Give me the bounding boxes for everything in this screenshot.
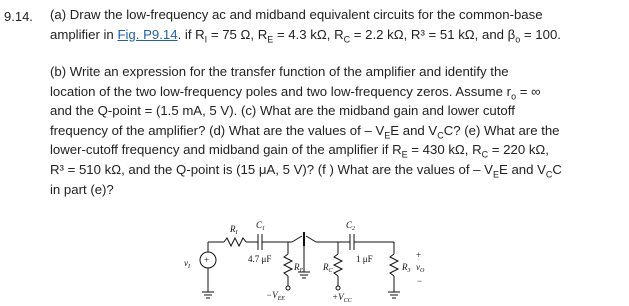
part-a-line-2: amplifier in Fig. P9.14. if $R_I = 75$ Ω, $R_E = 4.3$ kΩ, $R_C = 2.2$ kΩ, R³ = 51 kΩ, and $\beta_o = 100$. [50,26,561,45]
vo-minus-sign: − [417,276,423,286]
ri-label: $R_I$ [230,224,238,236]
re-label: $R_E$ [294,262,304,274]
resistor-rc [334,254,342,276]
resistor-re [284,254,292,276]
rc-label: $R_C$ [323,262,333,274]
c2-label: $C_2$ [346,220,356,232]
part-b-line-6: R³ = 510 kΩ, and the Q-point is (15 μA, 5 V)? (f ) What are the values of – $V_EE$ and $V_CC$ [50,161,562,180]
r3-label: $R_3$ [402,262,411,274]
part-a-paragraph [50,5,625,44]
vee-label: $-V_{EE}$ [266,290,285,302]
part-b-line-3: and the Q-point = (1.5 mA, 5 V). (c) What are the midband gain and lower cutoff [50,103,515,119]
c2-value: 1 μF [356,254,373,264]
c1-value: 4.7 μF [248,254,272,264]
part-a-line-1: (a) Draw the low-frequency ac and midband equivalent circuits for the common-base [50,7,543,22]
figure-link[interactable]: Fig. P9.14 [117,26,178,42]
vi-label: $v_I$ [184,258,190,270]
vo-plus-sign: + [416,250,422,260]
vcc-label: $+V_{CC}$ [332,292,352,304]
part-b-line-4: frequency of the amplifier? (d) What are the values of – $V_EE$ and $V_CC$? (e) What are the [50,122,560,141]
c1-label: $C_1$ [256,220,266,232]
problem-number: 9.14. [4,9,33,24]
part-b-line-7: in part (e)? [50,181,114,197]
part-b-paragraph [50,62,625,199]
part-b-line-5: lower-cutoff frequency and midband gain of the amplifier if $R_E = 430$ kΩ, $R_C = 220$ kΩ, [50,142,549,161]
part-b-line-1: (b) Write an expression for the transfer function of the amplifier and identify the [50,64,509,79]
source-plus-sign: + [204,255,210,265]
part-b-line-2: location of the two low-frequency poles and two low-frequency zeros. Assume $r_o$ = ∞ [50,83,541,102]
vo-label: $v_O$ [416,262,425,274]
resistor-ri [224,238,246,246]
circuit-diagram [180,214,440,304]
resistor-r3 [390,254,398,276]
